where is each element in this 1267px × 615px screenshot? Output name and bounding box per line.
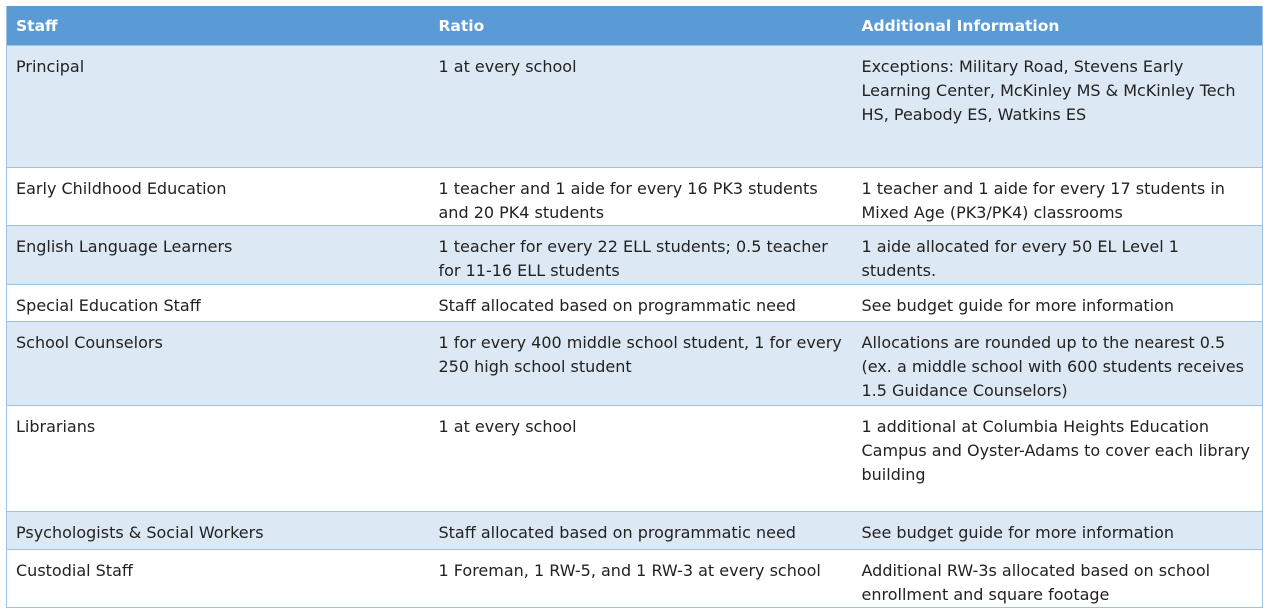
info-cell: See budget guide for more information	[853, 285, 1263, 322]
info-cell: See budget guide for more information	[853, 512, 1263, 550]
info-cell: 1 teacher and 1 aide for every 17 students in Mixed Age (PK3/PK4) classrooms	[853, 168, 1263, 226]
ratio-cell: Staff allocated based on programmatic need	[430, 512, 853, 550]
ratio-cell: 1 teacher and 1 aide for every 16 PK3 students and 20 PK4 students	[430, 168, 853, 226]
info-cell: 1 aide allocated for every 50 EL Level 1 students.	[853, 226, 1263, 285]
staff-cell: Early Childhood Education	[7, 168, 430, 226]
staff-cell: English Language Learners	[7, 226, 430, 285]
staff-cell: Librarians	[7, 406, 430, 512]
ratio-cell: Staff allocated based on programmatic need	[430, 285, 853, 322]
info-cell: Additional RW-3s allocated based on school enrollment and square footage	[853, 550, 1263, 608]
staff-cell: Psychologists & Social Workers	[7, 512, 430, 550]
table-row	[7, 550, 1263, 608]
info-cell: 1 additional at Columbia Heights Education Campus and Oyster-Adams to cover each library building	[853, 406, 1263, 512]
staff-cell: School Counselors	[7, 322, 430, 406]
table-row	[7, 226, 1263, 285]
ratio-cell: 1 for every 400 middle school student, 1 for every 250 high school student	[430, 322, 853, 406]
header-additional-information: Additional Information	[853, 6, 1263, 46]
table-row	[7, 46, 1263, 168]
table-row	[7, 406, 1263, 512]
header-staff: Staff	[7, 6, 430, 46]
ratio-cell: 1 at every school	[430, 46, 853, 168]
header-ratio: Ratio	[430, 6, 853, 46]
header-row	[7, 6, 1263, 46]
ratio-cell: 1 Foreman, 1 RW-5, and 1 RW-3 at every school	[430, 550, 853, 608]
ratio-cell: 1 at every school	[430, 406, 853, 512]
staffing-table	[6, 6, 1263, 608]
table-row	[7, 322, 1263, 406]
staff-cell: Principal	[7, 46, 430, 168]
table-row	[7, 512, 1263, 550]
table-row	[7, 168, 1263, 226]
staff-cell: Special Education Staff	[7, 285, 430, 322]
ratio-cell: 1 teacher for every 22 ELL students; 0.5 teacher for 11-16 ELL students	[430, 226, 853, 285]
table-row	[7, 285, 1263, 322]
staffing-table-container	[6, 6, 1262, 608]
info-cell: Allocations are rounded up to the nearest 0.5 (ex. a middle school with 600 students receives 1.5 Guidance Counselors)	[853, 322, 1263, 406]
info-cell: Exceptions: Military Road, Stevens Early Learning Center, McKinley MS & McKinley Tech HS, Peabody ES, Watkins ES	[853, 46, 1263, 168]
staff-cell: Custodial Staff	[7, 550, 430, 608]
